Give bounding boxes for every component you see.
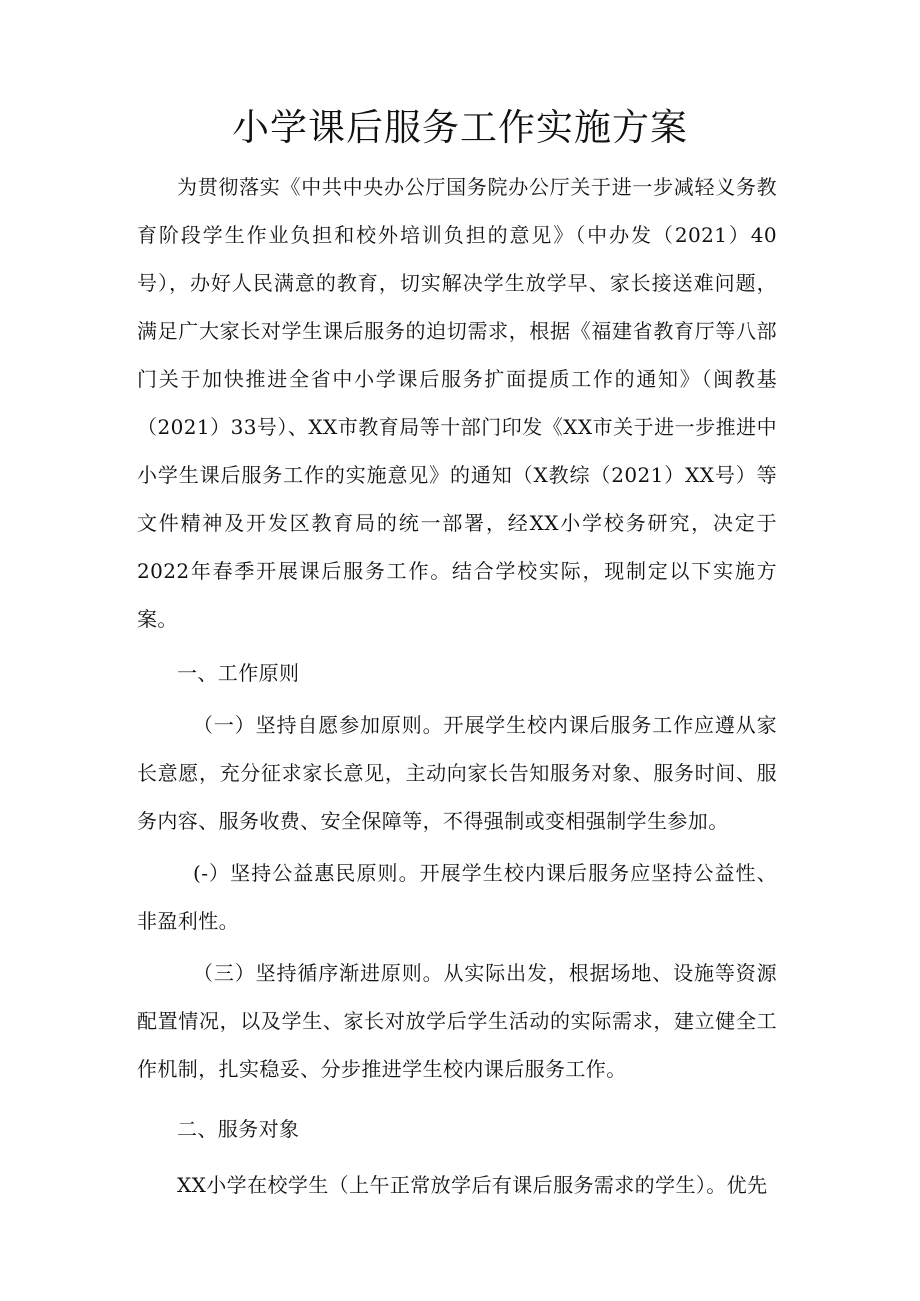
principle-item-2: (-）坚持公益惠民原则。开展学生校内课后服务应坚持公益性、非盈利性。 [137,861,777,933]
document-body [137,163,777,1209]
intro-paragraph: 为贯彻落实《中共中央办公厅国务院办公厅关于进一步减轻义务教育阶段学生作业负担和校外培训负担的意见》（中办发（2021）40号），办好人民满意的教育，切实解决学生放学早、家长接送难问题，满足广大家长对学生课后服务的迫切需求，根据《福建省教育厅等八部门关于加快推进全省中小学课后服务扩面提质工作的通知》（闽教基（2021）33号）、XX市教育局等十部门印发《XX市关于进一步推进中小学生课后服务工作的实施意见》的通知（X教综（2021）XX号）等文件精神及开发区教育局的统一部署，经XX小学校务研究，决定于2022年春季开展课后服务工作。结合学校实际，现制定以下实施方案。 [137,175,777,631]
section-heading-service-target: 二、服务对象 [177,1117,300,1141]
document-title: 小学课后服务工作实施方案 [232,106,688,149]
principle-item-1: （一）坚持自愿参加原则。开展学生校内课后服务工作应遵从家长意愿，充分征求家长意见，主动向家长告知服务对象、服务时间、服务内容、服务收费、安全保障等，不得强制或变相强制学生参加。 [137,713,777,833]
principle-item-3: （三）坚持循序渐进原则。从实际出发，根据场地、设施等资源配置情况，以及学生、家长对放学后学生活动的实际需求，建立健全工作机制，扎实稳妥、分步推进学生校内课后服务工作。 [137,961,777,1081]
service-target-paragraph: XX小学在校学生（上午正常放学后有课后服务需求的学生）。优先 [177,1173,768,1197]
section-heading-principles: 一、工作原则 [177,661,300,685]
